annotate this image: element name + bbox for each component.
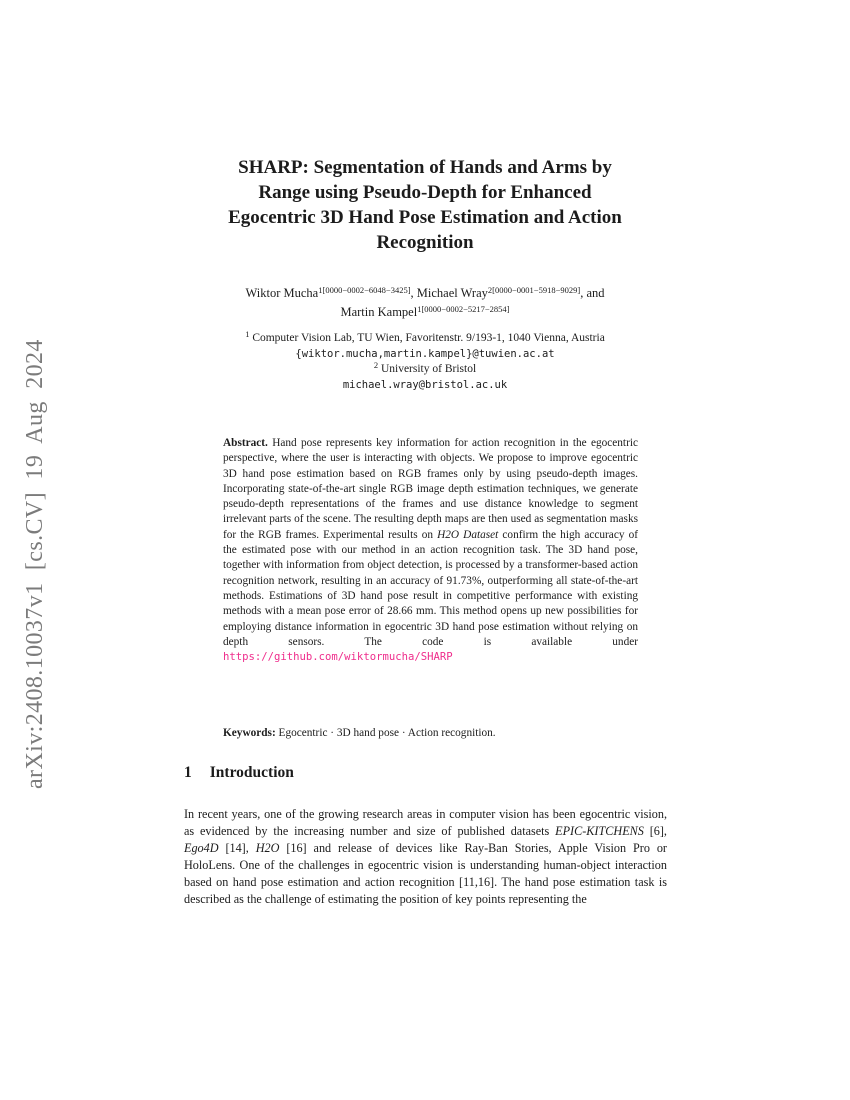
affiliation-2-email: michael.wray@bristol.ac.uk <box>342 378 508 391</box>
keywords-text: Egocentric · 3D hand pose · Action recognition. <box>275 727 496 739</box>
abstract-dataset-name: H2O Dataset <box>437 528 499 541</box>
paper-title-line-2: Range using Pseudo-Depth for Enhanced <box>258 182 592 203</box>
abstract-text-2: confirm the high accuracy of the estimated pose with our method in an action recognition task. The 3D hand pose, together with information from object detection, is processed by a transformer-based action recognition network, resulting in an accuracy of 91.73%, outperforming all state-of-the-art methods. Estimations of 3D hand pose result in competitive performance with existing methods with a mean pose error of 28.66 mm. This method opens up new possibilities for employing distance information in egocentric 3D hand pose estimation without relying on depth sensors. The code is available under <box>223 528 638 648</box>
abstract <box>223 436 638 665</box>
abstract-label: Abstract. <box>223 437 268 449</box>
keywords-line <box>223 726 638 741</box>
affiliation-1-marker: 1 <box>245 329 250 339</box>
affiliation-2-marker: 2 <box>373 360 379 370</box>
section-number: 1 <box>184 764 192 781</box>
affiliation-1 <box>125 331 725 347</box>
section-heading-introduction <box>184 764 294 782</box>
dataset-h2o: H2O <box>255 841 280 855</box>
affiliation-1-email: {wiktor.mucha,martin.kampel}@tuwien.ac.at <box>295 347 555 360</box>
paper-title-line-4: Recognition <box>376 232 474 253</box>
intro-paragraph <box>184 806 667 908</box>
author-orcid-1: 1[0000−0002−6048−3425] <box>318 285 411 295</box>
author-row-2 <box>125 303 725 322</box>
author-list <box>125 284 725 322</box>
author-separator-1: , <box>410 286 417 300</box>
paper-title-line-1: SHARP: Segmentation of Hands and Arms by <box>238 157 612 178</box>
keywords-label: Keywords: <box>223 727 276 739</box>
author-separator-2: , and <box>580 286 605 300</box>
dataset-epic-kitchens: EPIC-KITCHENS <box>555 824 644 838</box>
intro-text-1: In recent years, one of the growing research areas in computer vision has been egocentric vision, as evidenced by the increasing number and size of published datasets <box>184 807 667 838</box>
affiliation-2 <box>125 362 725 378</box>
paper-title-line-3: Egocentric 3D Hand Pose Estimation and Action <box>228 207 622 228</box>
intro-text-4: [16] and release of devices like Ray-Ban Stories, Apple Vision Pro or HoloLens. One of the challenges in egocentric vision is understanding human-object interaction based on hand pose estimation and action recognition [11,16]. The hand pose estimation task is described as the challenge of estimating the position of key points representing the <box>184 841 667 906</box>
arxiv-watermark: arXiv:2408.10037v1 [cs.CV] 19 Aug 2024 <box>22 339 48 789</box>
intro-text-2: [6], <box>643 824 667 838</box>
affiliation-2-text: University of Bristol <box>380 363 477 375</box>
affiliation-block <box>125 331 725 393</box>
code-repository-link[interactable]: https://github.com/wiktormucha/SHARP <box>223 651 453 664</box>
section-title: Introduction <box>209 764 294 781</box>
author-orcid-3: 1[0000−0002−5217−2854] <box>417 304 510 314</box>
dataset-ego4d: Ego4D <box>184 841 219 855</box>
author-name-3: Martin Kampel <box>340 305 418 319</box>
author-name-2: Michael Wray <box>416 286 488 300</box>
author-row-1 <box>125 284 725 303</box>
intro-text-3: [14], <box>218 841 256 855</box>
author-orcid-2: 2[0000−0001−5918−9029] <box>487 285 581 295</box>
affiliation-1-text: Computer Vision Lab, TU Wien, Favoritenstr. 9/193-1, 1040 Vienna, Austria <box>252 332 605 344</box>
abstract-text-1: Hand pose represents key information for action recognition in the egocentric perspective, where the user is interacting with objects. We propose to improve egocentric 3D hand pose estimation based on RGB frames only by using pseudo-depth images. Incorporating state-of-the-art single RGB image depth estimation techniques, we generate pseudo-depth representations of the frames and use distance knowledge to segment irrelevant parts of the scene. The resulting depth maps are then used as segmentation masks for the RGB frames. Experimental results on <box>223 437 638 541</box>
paper-title <box>169 155 681 255</box>
author-name-1: Wiktor Mucha <box>245 286 319 300</box>
